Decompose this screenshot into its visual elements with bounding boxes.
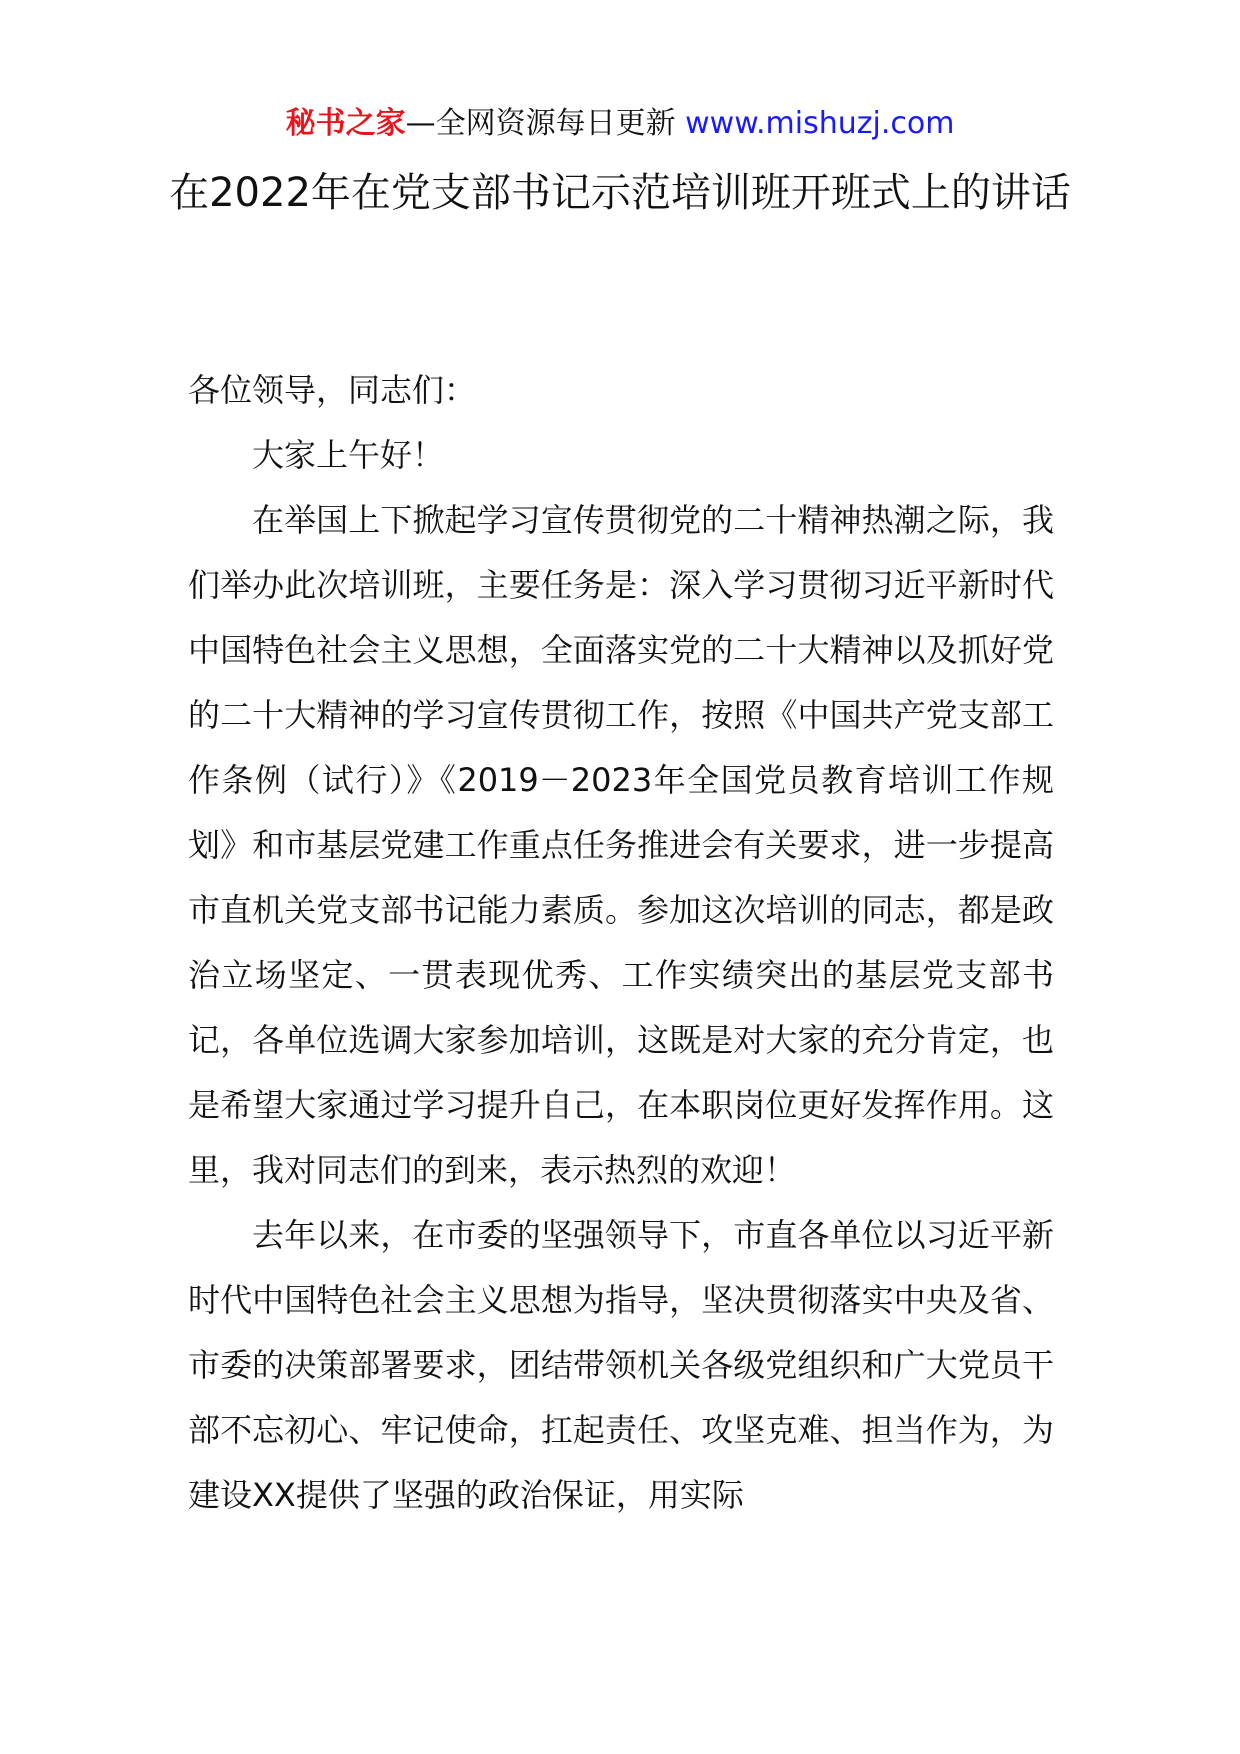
header-tagline: —全网资源每日更新 bbox=[405, 106, 686, 141]
brand-name: 秘书之家 bbox=[285, 106, 406, 141]
document-title: 在2022年在党支部书记示范培训班开班式上的讲话 bbox=[169, 170, 1071, 216]
paragraph-review: 去年以来，在市委的坚强领导下，市直各单位以习近平新时代中国特色社会主义思想为指导，坚决贯彻落实中央及省、市委的决策部署要求，团结带领机关各级党组织和广大党员干部不忘初心、牢记使命，扛起责任、攻坚克难、担当作为，为建设XX提供了坚强的政治保证，用实际 bbox=[188, 1216, 1054, 1514]
site-header bbox=[0, 100, 1240, 148]
paragraph-purpose: 在举国上下掀起学习宣传贯彻党的二十精神热潮之际，我们举办此次培训班，主要任务是：深入学习贯彻习近平新时代中国特色社会主义思想，全面落实党的二十大精神以及抓好党的二十大精神的学习宣传贯彻工作，按照《中国共产党支部工作条例（试行）》《2019－2023年全国党员教育培训工作规划》和市基层党建工作重点任务推进会有关要求，进一步提高市直机关党支部书记能力素质。参加这次培训的同志，都是政治立场坚定、一贯表现优秀、工作实绩突出的基层党支部书记，各单位选调大家参加培训，这既是对大家的充分肯定，也是希望大家通过学习提升自己，在本职岗位更好发挥作用。这里，我对同志们的到来，表示热烈的欢迎！ bbox=[188, 501, 1054, 1189]
paragraph-greeting: 大家上午好！ bbox=[252, 436, 445, 474]
salutation: 各位领导，同志们： bbox=[188, 371, 477, 409]
document-body bbox=[188, 358, 1054, 1528]
site-url-link[interactable]: www.mishuzj.com bbox=[685, 106, 955, 141]
